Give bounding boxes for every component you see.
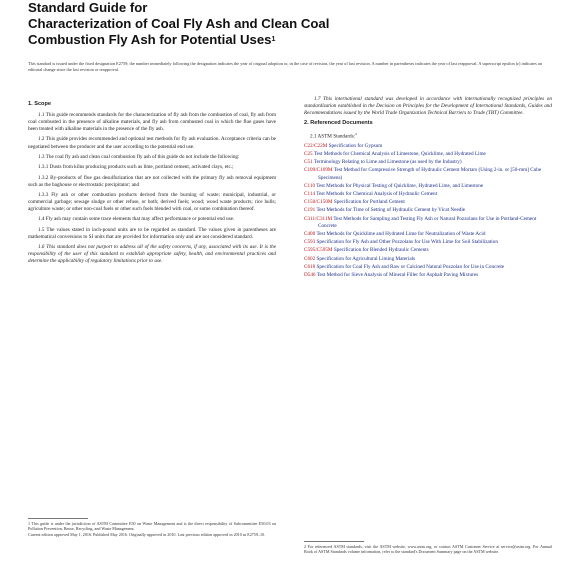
title-line-3: [28, 32, 548, 48]
reference-code-link[interactable]: C191: [304, 207, 316, 214]
reference-code-link[interactable]: C109/C109M: [304, 167, 333, 174]
right-footnotes: [304, 544, 552, 554]
reference-code-link[interactable]: C618: [304, 263, 316, 270]
title-line-1: Standard Guide for: [28, 0, 148, 15]
reference-item: [304, 207, 552, 214]
left-column: [28, 96, 276, 269]
paragraph-1-3-3: 1.3.3 Fly ash or other combustion products derived from the burning of waste; municipal, industrial, or commercial garbage; sewage sludge or other refuse, or both; derived fuels; wood; wood waste products; rice hulls; agriculture waste; or other non-coal fuels or other such fuels blended with coal, or some combination thereof.: [28, 191, 276, 213]
reference-item: [304, 151, 552, 158]
footnote-1: 1 This guide is under the jurisdiction of ASTM Committee E50 on Waste Management and is the direct responsibility of Subcommittee E50.03 on Pollution Prevention, Reuse, Recycling, and Waste Management.: [28, 521, 276, 532]
reference-title-link[interactable]: Specification for Blended Hydraulic Cements: [333, 247, 429, 254]
reference-code-link[interactable]: C150/C150M: [304, 199, 333, 206]
paragraph-1-1: 1.1 This guide recommends standards for the characterization of fly ash from the combustion of coal, fly ash from coal combusted in the presence of alkaline materials, and fly ash from combusted coal in which the flue gases have been treated with alkaline materials in the presence of the fly ash.: [28, 112, 276, 133]
reference-code-link[interactable]: C25: [304, 151, 313, 157]
reference-title-link[interactable]: Test Methods for Chemical Analysis of Limestone, Quicklime, and Hydrated Lime: [313, 151, 486, 157]
paragraph-1-5: 1.5 The values stated in inch-pound units are to be regarded as standard. The values given in parentheses are mathematical conversions to SI units that are provided for information only and are not considered standard.: [28, 226, 276, 240]
paragraph-1-3-2: 1.3.2 By-products of flue gas desulfurization that are not collected with the primary fly ash removal equipment such as the baghouse or electrostatic precipitator; and: [28, 174, 276, 188]
reference-title-link[interactable]: Terminology Relating to Lime and Limestone (as used by the Industry): [313, 159, 462, 166]
reference-title-link[interactable]: Specification for Coal Fly Ash and Raw or Calcined Natural Pozzolan for Use in Concrete: [316, 263, 505, 270]
reference-title-link[interactable]: Specification for Agricultural Liming Materials: [316, 255, 416, 262]
reference-item: [304, 231, 552, 238]
section-2-heading: 2. Referenced Documents: [304, 120, 373, 127]
reference-title-link[interactable]: Test Method for Sieve Analysis of Mineral Filler for Asphalt Paving Mixtures: [316, 272, 479, 279]
right-column: [304, 96, 552, 280]
left-footnote-rule: [28, 518, 88, 519]
paragraph-1-6: 1.6 This standard does not purport to address all of the safety concerns, if any, associated with its use. It is the responsibility of the user of this standard to establish appropriate safety, health, and environmental practices and determine the applicability of regulatory limitations prior to use.: [28, 244, 276, 265]
reference-item: [304, 183, 552, 190]
paragraph-1-3: 1.3 The coal fly ash and clean coal combustion fly ash of this guide do not include the following:: [38, 153, 240, 160]
section-1-heading: 1. Scope: [28, 101, 52, 107]
reference-title-link[interactable]: Test Methods for Physical Testing of Quicklime, Hydrated Lime, and Limestone: [316, 182, 484, 189]
reference-title-link[interactable]: Test Methods for Time of Setting of Hydraulic Cement by Vicat Needle: [316, 207, 466, 214]
reference-code-link[interactable]: C400: [304, 230, 316, 237]
reference-code-link[interactable]: C595/C595M: [304, 247, 333, 254]
paragraph-1-4: 1.4 Fly ash may contain some trace elements that may affect performance or potential end use.: [38, 216, 235, 223]
reference-title-link[interactable]: Specification for Portland Cement: [333, 199, 405, 206]
reference-item: [304, 167, 552, 181]
footnote-2: 2 For referenced ASTM standards, visit the ASTM website, www.astm.org, or contact ASTM Customer Service at service@astm.org. For Annual Book of ASTM Standards volume information, refer to the standard's Document Summary page on the ASTM website.: [304, 544, 552, 555]
paragraph-1-2: 1.2 This guide provides recommended and optional test methods for fly ash evaluation. Acceptance criteria can be negotiated between the producer and the user according to the potential end use.: [28, 136, 276, 150]
footnote-1-edition: Current edition approved May 1, 2016. Published May 2016. Originally approved in 2010. Last previous edition approved in 2010 as E2759–10.: [28, 532, 266, 538]
title-line-3-text: Combustion Fly Ash for Potential Uses: [28, 32, 272, 47]
referenced-documents-list: [304, 143, 552, 279]
left-footnotes: [28, 521, 276, 538]
astm-standards-subhead: [304, 131, 552, 141]
astm-standards-label: 2.1 ASTM Standards:: [310, 134, 356, 141]
reference-item: [304, 199, 552, 206]
reference-item: [304, 247, 552, 254]
reference-item: [304, 143, 552, 150]
reference-item: [304, 159, 552, 166]
reference-title-link[interactable]: Specification for Gypsum: [328, 142, 383, 149]
document-title: [28, 0, 548, 48]
title-line-2: Characterization of Coal Fly Ash and Clean Coal: [28, 16, 330, 31]
reference-title-link[interactable]: Test Methods for Quicklime and Hydrated Lime for Neutralization of Waste Acid: [316, 230, 486, 237]
reference-code-link[interactable]: C110: [304, 182, 316, 189]
designation-note: This standard is issued under the fixed designation E2759; the number immediately following the designation indicates the year of original adoption or, in the case of revision, the year of last revision. A number in parentheses indicates the year of last reapproval. A superscript epsilon (ε) indicates an editorial change since the last revision or reapproval.: [28, 61, 542, 72]
reference-title-link[interactable]: Test Method for Compressive Strength of Hydraulic Cement Mortars (Using 2-in. or [50-mm] Cube Specimens): [318, 167, 542, 181]
astm-footnote-marker: 2: [355, 132, 357, 137]
reference-code-link[interactable]: C114: [304, 190, 316, 197]
reference-title-link[interactable]: Test Methods for Sampling and Testing Fly Ash or Natural Pozzolans for Use in Portland-Cement Concrete: [318, 215, 537, 229]
reference-title-link[interactable]: Specification for Fly Ash and Other Pozzolans for Use With Lime for Soil Stabilization: [316, 239, 498, 246]
reference-item: [304, 239, 552, 246]
reference-code-link[interactable]: C51: [304, 159, 313, 166]
reference-item: [304, 216, 552, 230]
reference-code-link[interactable]: C593: [304, 239, 316, 246]
paragraph-1-7: 1.7 This international standard was developed in accordance with internationally recognized principles on standardization established in the Decision on Principles for the Development of International Standards, Guides and Recommendations issued by the World Trade Organization Technical Barriers to Trade (TBT) Committee.: [304, 96, 552, 117]
reference-item: [304, 191, 552, 198]
title-footnote-marker: 1: [271, 36, 276, 43]
reference-item: [304, 256, 552, 263]
reference-code-link[interactable]: C602: [304, 255, 316, 262]
reference-item: [304, 272, 552, 279]
reference-code-link[interactable]: D546: [304, 272, 316, 279]
paragraph-1-3-1: 1.3.1 Dusts from kilns producing products such as lime, portland cement, activated clays, etc.;: [38, 164, 234, 171]
reference-item: [304, 264, 552, 271]
reference-code-link[interactable]: C22/C22M: [304, 142, 328, 149]
reference-title-link[interactable]: Test Methods for Chemical Analysis of Hydraulic Cement: [316, 190, 438, 197]
right-footnote-rule: [304, 541, 364, 542]
reference-code-link[interactable]: C311/C311M: [304, 215, 333, 222]
